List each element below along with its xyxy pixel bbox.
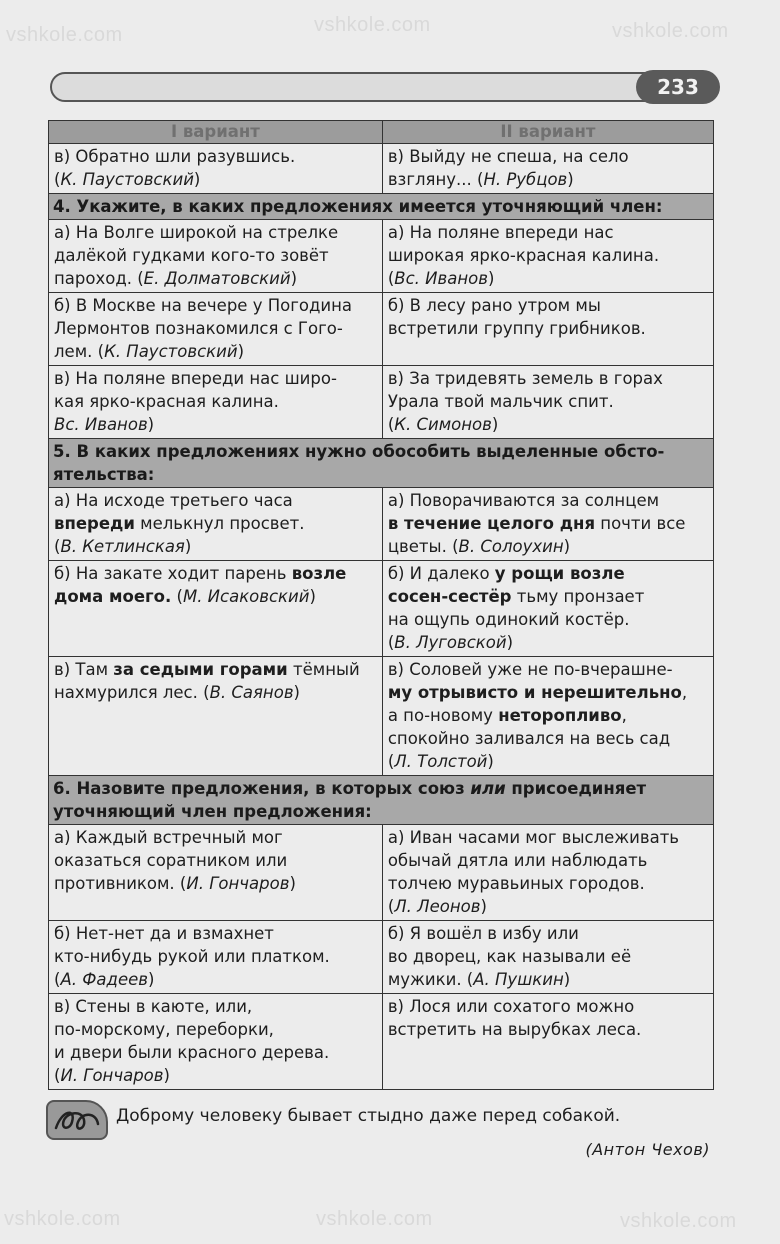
variant-2-cell (382, 994, 713, 1090)
table-row (49, 825, 714, 921)
quote-text: Доброму человеку бывает стыдно даже перед собакой. (116, 1106, 621, 1126)
quote-icon (46, 1100, 108, 1140)
text-fragment: ) (563, 537, 571, 556)
text-fragment: б) На закате ходит парень (54, 564, 292, 583)
variant-1-cell (49, 994, 383, 1090)
watermark: vshkole.com (612, 20, 729, 42)
text-fragment: ) (563, 970, 571, 989)
author-name: К. Паустовский (60, 170, 194, 189)
watermark: vshkole.com (314, 14, 431, 36)
variant-1-cell (49, 657, 383, 776)
table-row (49, 921, 714, 994)
variant-1-cell (49, 921, 383, 994)
author-name: А. Пушкин (473, 970, 564, 989)
text-fragment: ) (237, 342, 244, 361)
author-name: А. Фадеев (60, 970, 148, 989)
variant-2-cell (382, 293, 713, 366)
highlighted-text: за седыми горами (113, 660, 288, 679)
author-name: Вс. Иванов (54, 415, 148, 434)
author-name: Н. Рубцов (483, 170, 568, 189)
watermark: vshkole.com (4, 1208, 121, 1230)
text-fragment: б) В Москве на вечере у Погодина Лермонтов познакомился с Гого- лем. ( (54, 296, 353, 361)
text-fragment: ) (487, 752, 494, 771)
text-fragment: в) Выйду не спеша, на село взгляну... ( (387, 147, 629, 189)
text-fragment: а) На поляне впереди нас широкая ярко-красная калина. ( (387, 223, 660, 288)
variant-1-cell (49, 488, 383, 561)
section-heading-row (49, 194, 714, 220)
variant-2-cell (382, 657, 713, 776)
highlighted-text: неторопливо (498, 706, 622, 725)
variant-2-cell (382, 488, 713, 561)
variant-1-cell (49, 561, 383, 657)
variant-2-cell (382, 144, 713, 194)
text-fragment: б) Нет-нет да и взмахнет кто-нибудь рукой или платком. ( (54, 924, 330, 989)
author-name: И. Гончаров (186, 874, 290, 893)
variant-1-cell (49, 825, 383, 921)
table-row (49, 293, 714, 366)
text-fragment: ) (147, 415, 155, 434)
column-header-variant-2: II вариант (382, 121, 713, 144)
text-fragment: ) (480, 897, 487, 916)
variant-2-cell (382, 825, 713, 921)
variant-2-cell (382, 366, 713, 439)
table-row (49, 561, 714, 657)
table-header-row (49, 121, 714, 144)
author-name: К. Паустовский (104, 342, 238, 361)
text-fragment: ) (289, 874, 296, 893)
text-fragment: почти все цветы. ( (387, 514, 686, 556)
watermark: vshkole.com (620, 1210, 737, 1232)
text-fragment: ) (487, 269, 495, 288)
text-fragment: в) Соловей уже не по-вчерашне- (387, 660, 673, 679)
table-row (49, 488, 714, 561)
text-fragment: б) В лесу рано утром мы встретили группу грибников. (387, 296, 646, 338)
text-fragment: ) (147, 970, 155, 989)
author-name: И. Гончаров (60, 1066, 164, 1085)
column-header-variant-1: I вариант (49, 121, 383, 144)
variant-2-cell (382, 921, 713, 994)
text-fragment: присоединяет уточняющий член предложения: (53, 779, 647, 821)
text-fragment: а) Поворачиваются за солнцем (387, 491, 660, 510)
author-name: Л. Толстой (394, 752, 488, 771)
author-name: Вс. Иванов (394, 269, 488, 288)
text-fragment: в) Там (54, 660, 114, 679)
table-row (49, 366, 714, 439)
watermark: vshkole.com (6, 24, 123, 46)
text-fragment: а) Иван часами мог выслеживать обычай дятла или наблюдать толчею муравьиных городов. ( (387, 828, 680, 916)
author-name: или (470, 779, 506, 798)
text-fragment: в) Обратно шли разувшись. ( (54, 147, 296, 189)
text-fragment: , а по-новому (387, 683, 688, 725)
table-row (49, 657, 714, 776)
section-heading (49, 776, 714, 825)
text-fragment: тьму пронзает на ощупь одинокий костёр. ( (387, 587, 645, 652)
text-fragment: а) На исходе третьего часа (54, 491, 293, 510)
author-name: Е. Долматовский (143, 269, 291, 288)
text-fragment: ( (171, 587, 183, 606)
author-name: В. Солоухин (458, 537, 564, 556)
text-fragment: в) Стены в каюте, или, по-морскому, переборки, и двери были красного дерева. ( (54, 997, 330, 1085)
text-fragment: а) Каждый встречный мог оказаться соратником или противником. ( (54, 828, 288, 893)
text-fragment: ) (491, 415, 499, 434)
text-fragment: в) На поляне впереди нас широ- кая ярко-красная калина. (54, 369, 337, 411)
text-fragment: 6. Назовите предложения, в которых союз (53, 779, 471, 798)
highlighted-text: в течение целого дня (387, 514, 596, 533)
text-fragment: ) (293, 683, 300, 702)
text-fragment: ) (290, 269, 298, 288)
text-fragment: ) (163, 1066, 170, 1085)
page-header-bar (50, 72, 718, 102)
table-row (49, 994, 714, 1090)
text-fragment: ) (193, 170, 201, 189)
variant-1-cell (49, 366, 383, 439)
text-fragment: а) На Волге широкой на стрелке далёкой гудками кого-то зовёт пароход. ( (54, 223, 339, 288)
highlighted-text: впереди (54, 514, 135, 533)
text-fragment: в) Лося или сохатого можно встретить на вырубках леса. (387, 997, 642, 1039)
table-row (49, 220, 714, 293)
highlighted-text: возле дома моего. (54, 564, 347, 606)
quote-block (46, 1100, 716, 1190)
text-fragment: тёмный нахмурился лес. ( (54, 660, 360, 702)
variant-2-cell (382, 561, 713, 657)
section-heading (49, 194, 714, 220)
exercise-table (48, 120, 714, 1090)
author-name: В. Кетлинская (60, 537, 185, 556)
variant-1-cell (49, 293, 383, 366)
variant-1-cell (49, 144, 383, 194)
text-fragment: 4. Укажите, в каких предложениях имеется уточняющий член: (53, 197, 663, 216)
section-heading (49, 439, 714, 488)
text-fragment: мелькнул просвет. ( (54, 514, 305, 556)
text-fragment: б) Я вошёл в избу или во дворец, как называли её мужики. ( (387, 924, 632, 989)
page-number: 233 (636, 70, 720, 104)
author-name: М. Исаковский (182, 587, 310, 606)
author-name: К. Симонов (394, 415, 492, 434)
highlighted-text: му отрывисто и нерешительно (387, 683, 682, 702)
watermark: vshkole.com (316, 1208, 433, 1230)
text-fragment: , спокойно заливался на весь сад ( (387, 706, 671, 771)
text-fragment: 5. В каких предложениях нужно обособить выделенные обсто- ятельства: (53, 442, 665, 484)
table-row (49, 144, 714, 194)
author-name: В. Саянов (209, 683, 294, 702)
section-heading-row (49, 776, 714, 825)
text-fragment: ) (184, 537, 192, 556)
variant-2-cell (382, 220, 713, 293)
text-fragment: ) (506, 633, 514, 652)
text-fragment: ) (309, 587, 316, 606)
section-heading-row (49, 439, 714, 488)
author-name: Л. Леонов (394, 897, 481, 916)
variant-1-cell (49, 220, 383, 293)
text-fragment: б) И далеко (387, 564, 495, 583)
highlighted-text: у рощи возле сосен-сестёр (387, 564, 625, 606)
text-fragment: в) За тридевять земель в горах Урала твой мальчик спит. ( (387, 369, 663, 434)
author-name: В. Луговской (394, 633, 507, 652)
quote-author: (Антон Чехов) (585, 1140, 710, 1159)
text-fragment: ) (567, 170, 574, 189)
